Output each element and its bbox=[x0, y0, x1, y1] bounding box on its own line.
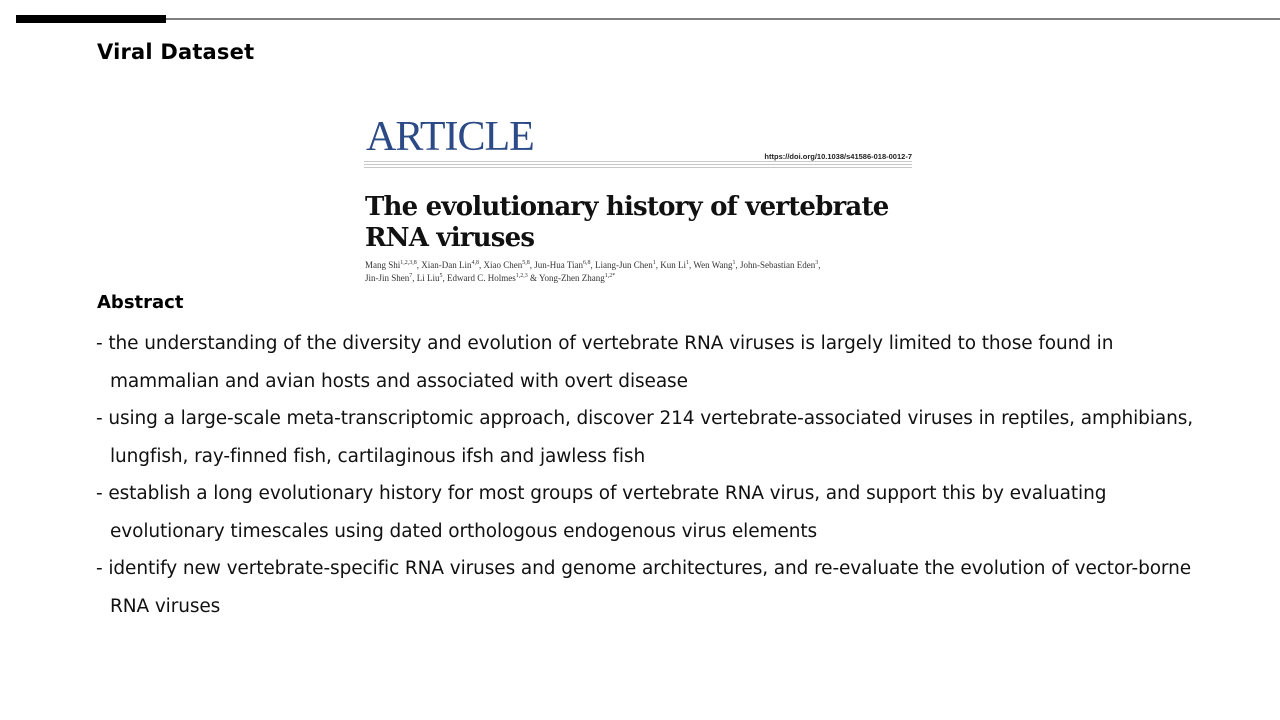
author-affiliation: 3 bbox=[815, 260, 819, 266]
author-affiliation: 1 bbox=[652, 260, 656, 266]
author-name: Xian-Dan Lin bbox=[421, 260, 472, 270]
author-name: Wen Wang bbox=[693, 260, 733, 270]
abstract-item: - using a large-scale meta-transcriptomic approach, discover 214 vertebrate-associated viruses in reptiles, amphibians, lungfish, ray-finned fish, cartilaginous ifsh and jawless fish bbox=[96, 408, 1194, 467]
author-affiliation: 1,2,3 bbox=[515, 273, 528, 279]
slide-title: Viral Dataset bbox=[97, 40, 255, 64]
author-name: Kun Li bbox=[660, 260, 687, 270]
author-name: Jun-Hua Tian bbox=[534, 260, 584, 270]
author-affiliation: 6,8 bbox=[583, 260, 591, 266]
author-name: Yong-Zhen Zhang bbox=[538, 273, 605, 283]
header-rule-thick bbox=[16, 15, 166, 23]
author-affiliation: 5 bbox=[439, 273, 443, 279]
article-rule-lines bbox=[364, 161, 912, 170]
doi-link: https://doi.org/10.1038/s41586-018-0012-7 bbox=[764, 152, 912, 161]
author-name: Li Liu bbox=[416, 273, 440, 283]
author-name: Mang Shi bbox=[365, 260, 401, 270]
article-label: ARTICLE bbox=[366, 114, 534, 160]
abstract-list bbox=[96, 325, 1216, 625]
paper-title-line2: RNA viruses bbox=[365, 223, 535, 253]
abstract-heading: Abstract bbox=[97, 292, 184, 313]
paper-title bbox=[365, 192, 888, 254]
author-affiliation: 1 bbox=[686, 260, 690, 266]
author-name: Xiao Chen bbox=[483, 260, 523, 270]
paper-title-line1: The evolutionary history of vertebrate bbox=[365, 192, 889, 222]
author-affiliation: 7 bbox=[409, 273, 413, 279]
header-rule-thin bbox=[166, 18, 1280, 20]
author-list: Mang Shi$^{1,2,3,8}$, Xian-Dan Lin$^{4,8}$, Xiao Chen$^{5,8}$, Jun-Hua Tian$^{6,8}$, Liang-Jun Chen$^1$, Kun Li$^1$, Wen Wang$^1$, John-Sebastian Eden$^3$, Jin-Jin Shen$^7$, Li Liu$^5$, Edward C. Holmes$^{1,2,3}$ & Yong-Zhen Zhang$^{1,2*}$ bbox=[365, 260, 821, 283]
author-affiliation: 1 bbox=[732, 260, 736, 266]
author-name: Liang-Jun Chen bbox=[595, 260, 653, 270]
author-affiliation: 1,2,3,8 bbox=[400, 260, 417, 266]
author-affiliation: 4,8 bbox=[471, 260, 479, 266]
author-name: Edward C. Holmes bbox=[447, 273, 516, 283]
author-affiliation: 1,2* bbox=[604, 273, 616, 279]
article-header-image bbox=[364, 112, 914, 287]
abstract-item: - identify new vertebrate-specific RNA viruses and genome architectures, and re-evaluate the evolution of vector-borne RNA viruses bbox=[96, 558, 1192, 617]
author-name: Jin-Jin Shen bbox=[365, 273, 410, 283]
author-name: John-Sebastian Eden bbox=[739, 260, 816, 270]
author-affiliation: 5,8 bbox=[522, 260, 530, 266]
abstract-item: - establish a long evolutionary history for most groups of vertebrate RNA virus, and support this by evaluating evolutionary timescales using dated orthologous endogenous virus elements bbox=[96, 483, 1107, 542]
abstract-item: - the understanding of the diversity and evolution of vertebrate RNA viruses is largely limited to those found in mammalian and avian hosts and associated with overt disease bbox=[96, 333, 1114, 392]
